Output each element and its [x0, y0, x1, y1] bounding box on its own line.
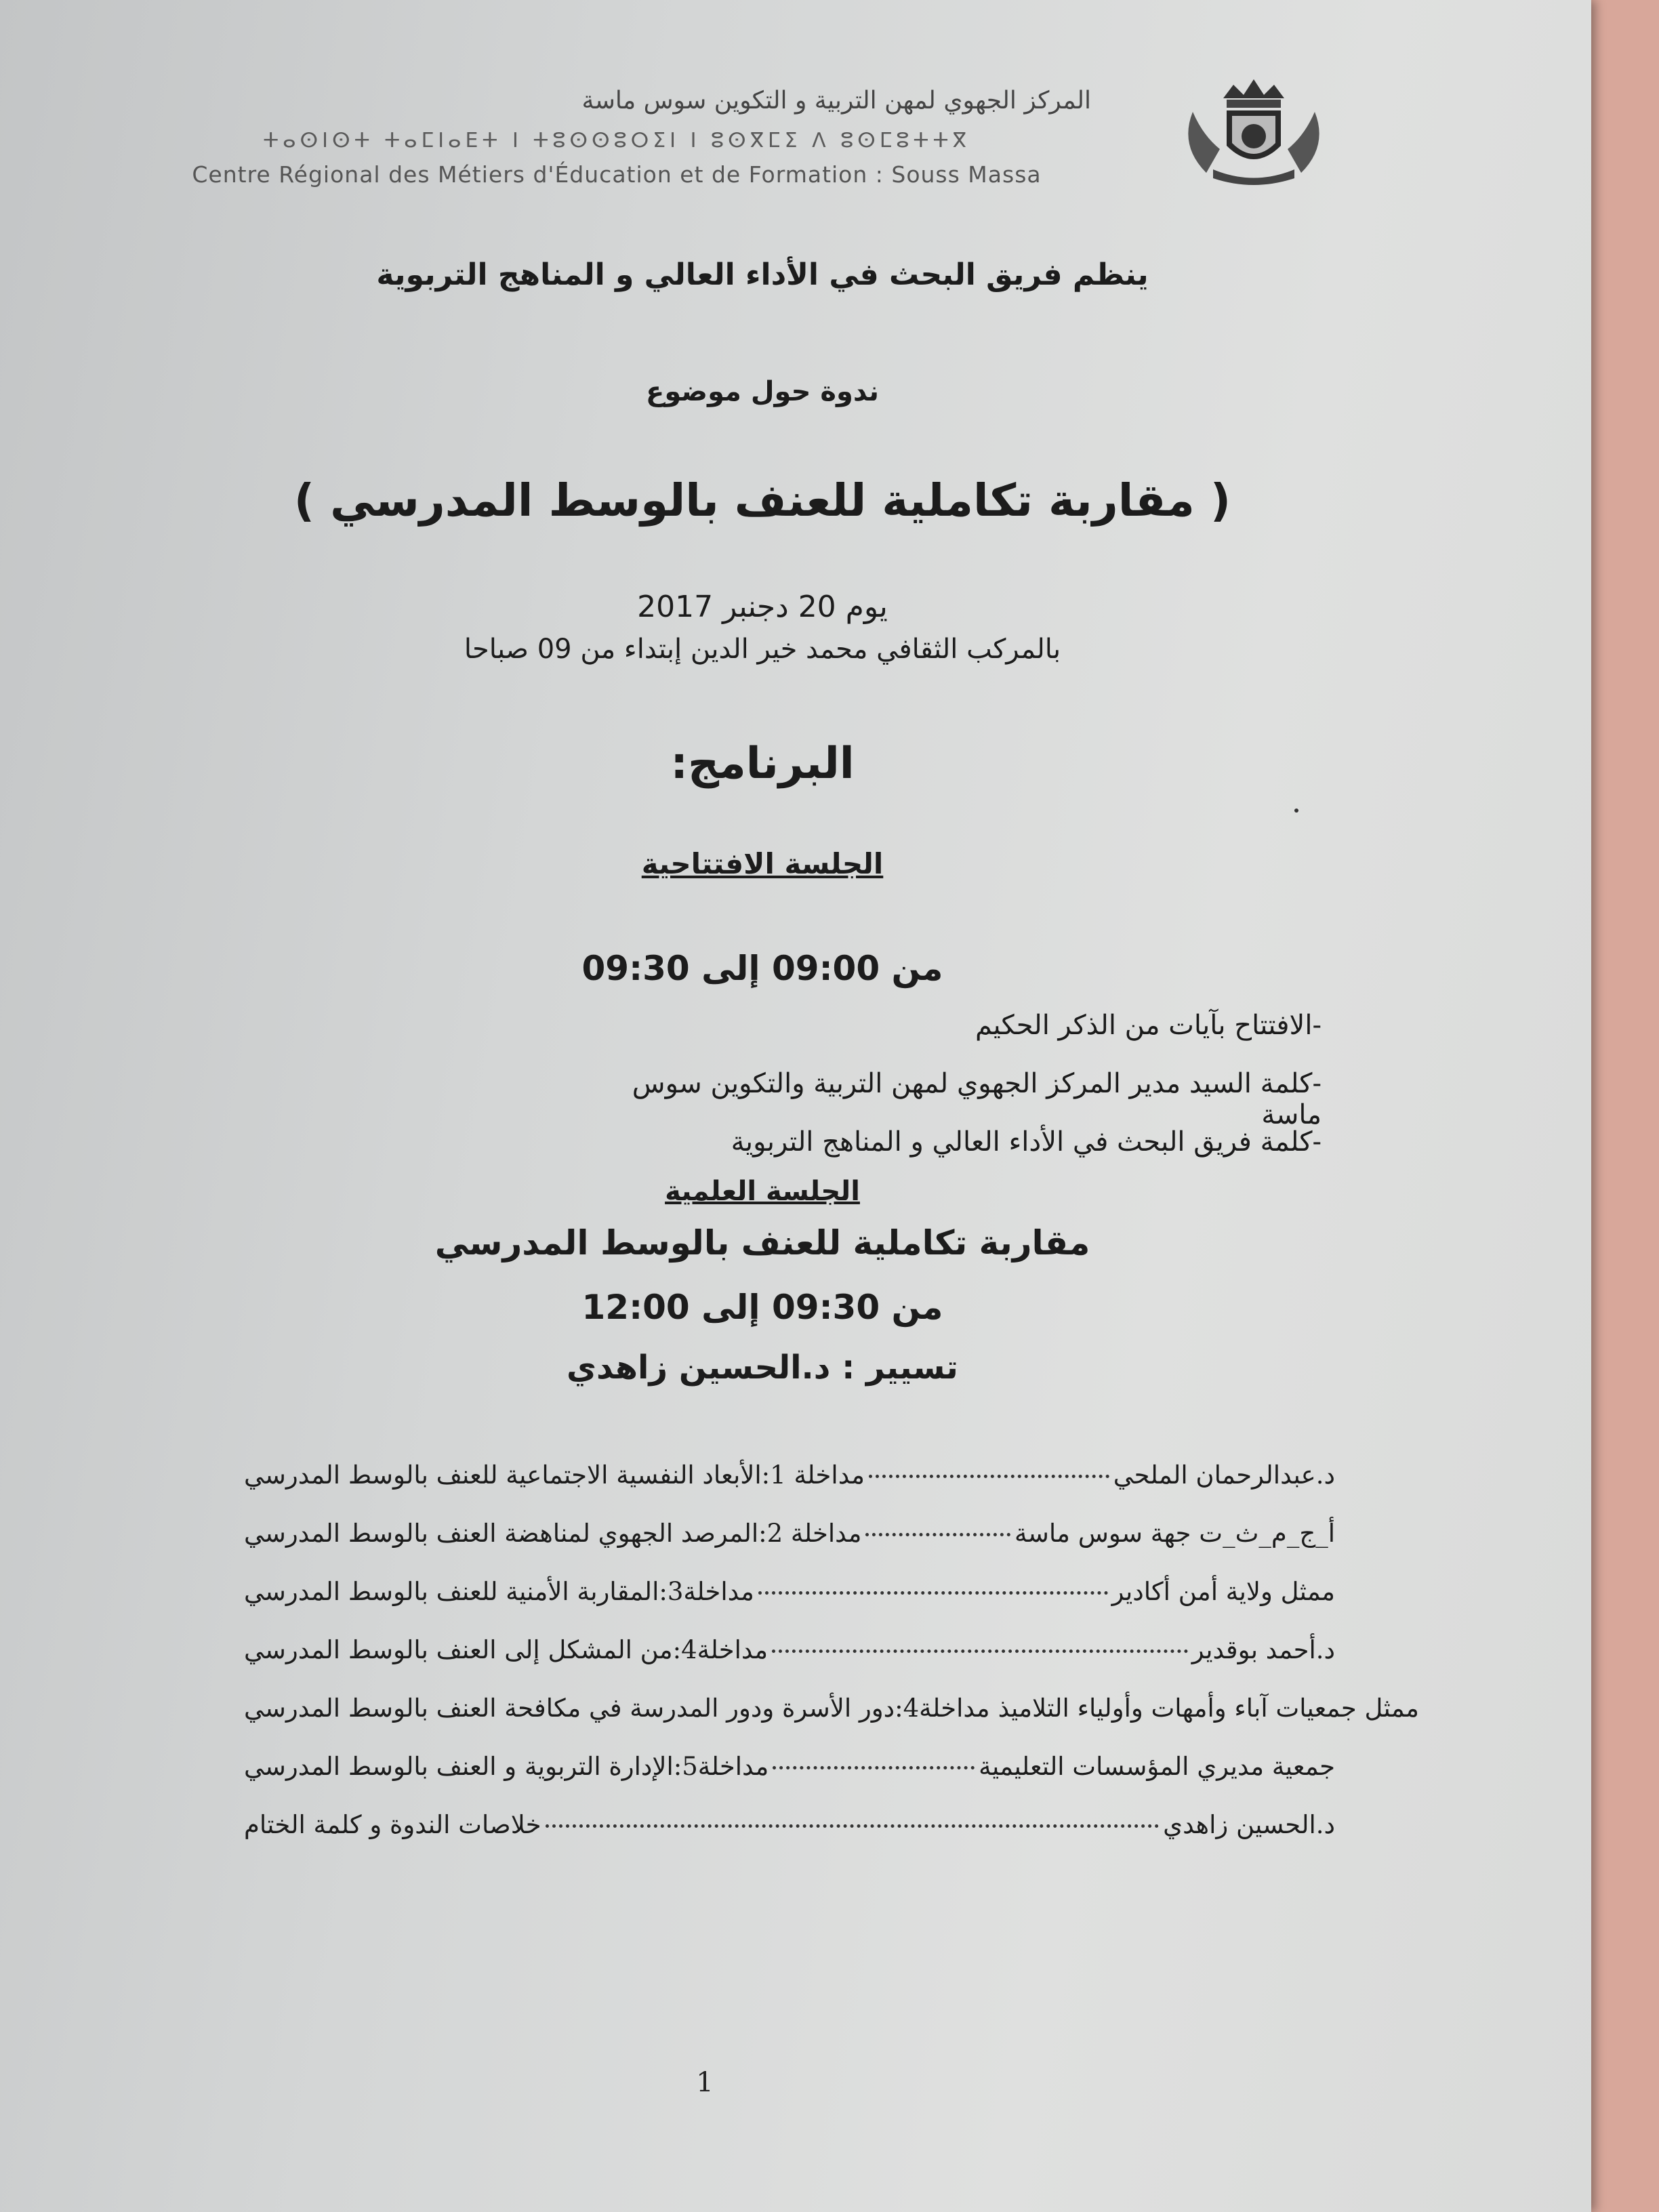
scientific-session-time: من 09:30 إلى 12:00 — [581, 1288, 943, 1327]
presentation-list — [244, 1460, 1419, 1868]
dot-leader — [773, 1766, 975, 1769]
coat-of-arms-emblem — [1166, 71, 1342, 190]
event-theme: ( مقاربة تكاملية للعنف بالوسط المدرسي ) — [293, 474, 1231, 527]
dot-leader — [546, 1824, 1160, 1828]
presentation-speaker: أ_ج_م_ث_ت جهة سوس ماسة — [1015, 1519, 1335, 1548]
institution-name-arabic: المركز الجهوي لمهن التربية و التكوين سوس ماسة — [581, 87, 1091, 115]
presentation-topic: مداخلة 1:الأبعاد النفسية الاجتماعية للعنف بالوسط المدرسي — [244, 1460, 865, 1490]
dot-leader — [865, 1533, 1010, 1536]
presentation-topic: مداخلة4:دور الأسرة ودور المدرسة في مكافحة العنف بالوسط المدرسي — [244, 1694, 990, 1723]
ink-speck — [1294, 808, 1298, 813]
presentation-topic: خلاصات الندوة و كلمة الختام — [244, 1810, 541, 1839]
presentation-row — [244, 1810, 1335, 1868]
presentation-topic: مداخلة3:المقاربة الأمنية للعنف بالوسط المدرسي — [244, 1577, 754, 1606]
presentation-speaker: ممثل ولاية أمن أكادير — [1111, 1577, 1335, 1606]
scientific-session-subtitle: مقاربة تكاملية للعنف بالوسط المدرسي — [434, 1223, 1090, 1263]
opening-item: -الافتتاح بآيات من الذكر الحكيم — [975, 1010, 1322, 1041]
program-title: البرنامج: — [670, 739, 855, 789]
dot-leader — [772, 1650, 1188, 1653]
opening-session-time: من 09:00 إلى 09:30 — [581, 949, 943, 988]
institution-name-french: Centre Régional des Métiers d'Éducation et de Formation : Souss Massa — [192, 161, 1042, 188]
opening-item: -كلمة فريق البحث في الأداء العالي و المناهج التربوية — [731, 1126, 1322, 1158]
institution-name-tifinagh: ⵜⴰⵙⵏⵙⵜ ⵜⴰⵎⵏⴰⴹⵜ ⵏ ⵜⵓⵙⵙⵓⵔⵉⵏ ⵏ ⵓⵙⴳⵎⵉ ⴷ ⵓⵙⵎⵓⵜⵜⴳ — [263, 129, 970, 152]
presentation-speaker: جمعية مديري المؤسسات التعليمية — [979, 1752, 1335, 1781]
presentation-row — [244, 1694, 1419, 1752]
event-venue: بالمركب الثقافي محمد خير الدين إبتداء من 09 صباحا — [464, 634, 1061, 665]
presentation-row — [244, 1577, 1335, 1635]
opening-session-title: الجلسة الافتتاحية — [641, 847, 884, 880]
dot-leader — [869, 1475, 1109, 1478]
presentation-row — [244, 1460, 1335, 1519]
presentation-row — [244, 1752, 1335, 1810]
presentation-topic: مداخلة4:من المشكل إلى العنف بالوسط المدرسي — [244, 1635, 769, 1664]
presentation-row — [244, 1519, 1335, 1577]
presentation-topic: مداخلة5:الإدارة التربوية و العنف بالوسط المدرسي — [244, 1752, 769, 1781]
session-moderator: تسيير : د.الحسين زاهدي — [567, 1349, 958, 1387]
presentation-speaker: د.أحمد بوقدير — [1191, 1635, 1335, 1664]
presentation-row — [244, 1635, 1335, 1694]
presentation-speaker: ممثل جمعيات آباء وأمهات وأولياء التلاميذ — [998, 1694, 1419, 1723]
presentation-speaker: د.الحسين زاهدي — [1163, 1810, 1335, 1839]
dot-leader — [758, 1591, 1108, 1595]
opening-session-list — [596, 1010, 1322, 1185]
organizer-line: ينظم فريق البحث في الأداء العالي و المناهج التربوية — [376, 258, 1149, 292]
presentation-speaker: د.عبدالرحمان الملحي — [1113, 1460, 1335, 1490]
opening-item: -كلمة السيد مدير المركز الجهوي لمهن التربية والتكوين سوس ماسة — [632, 1068, 1322, 1130]
scientific-session-title: الجلسة العلمية — [665, 1176, 860, 1207]
event-date: يوم 20 دجنبر 2017 — [637, 590, 888, 624]
page-number: 1 — [696, 2067, 714, 2098]
event-type: ندوة حول موضوع — [646, 376, 879, 407]
presentation-topic: مداخلة 2:المرصد الجهوي لمناهضة العنف بالوسط المدرسي — [244, 1519, 862, 1548]
